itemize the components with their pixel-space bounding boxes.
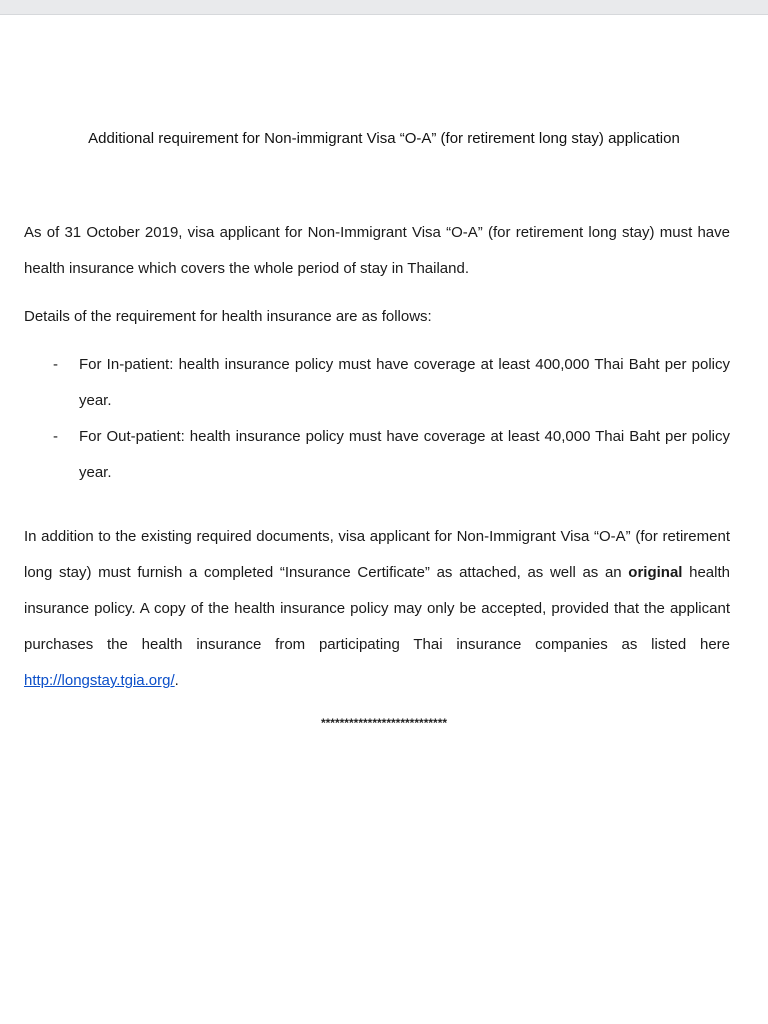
tgia-longstay-link[interactable]: http://longstay.tgia.org/ xyxy=(24,672,175,689)
document-page xyxy=(0,15,768,1024)
paragraph-details-intro: Details of the requirement for health insurance are as follows: xyxy=(24,308,432,325)
requirements-list xyxy=(24,347,730,491)
paragraph-effective-date: As of 31 October 2019, visa applicant for Non-Immigrant Visa “O-A” (for retirement long stay) must have health insurance which covers the whole period of stay in Thailand. xyxy=(24,224,730,277)
paragraph-end: . xyxy=(174,672,179,689)
list-item-outpatient xyxy=(24,419,730,491)
emphasis-original: original xyxy=(628,564,683,581)
list-item-text: For In-patient: health insurance policy must have coverage at least 400,000 Thai Baht per policy year. xyxy=(79,356,730,409)
list-item-text: For Out-patient: health insurance policy must have coverage at least 40,000 Thai Baht per policy year. xyxy=(79,428,730,481)
paragraph-documents xyxy=(24,519,730,699)
viewer-top-bar xyxy=(0,0,768,15)
document-title: Additional requirement for Non-immigrant Visa “O-A” (for retirement long stay) application xyxy=(88,130,680,147)
paragraph-text: health insurance policy. A copy of the health insurance policy may only be accepted, provided that the applicant purchases the health insurance from participating Thai insurance companies as listed here xyxy=(24,564,730,653)
dash-bullet-icon: - xyxy=(53,356,58,373)
list-item-inpatient xyxy=(24,347,730,419)
separator-asterisks: *************************** xyxy=(320,716,448,730)
dash-bullet-icon: - xyxy=(53,428,58,445)
paragraph-text: In addition to the existing required documents, visa applicant for Non-Immigrant Visa “O-A” (for retirement long stay) must furnish a completed “Insurance Certificate” as attached, as well as an xyxy=(24,528,730,581)
